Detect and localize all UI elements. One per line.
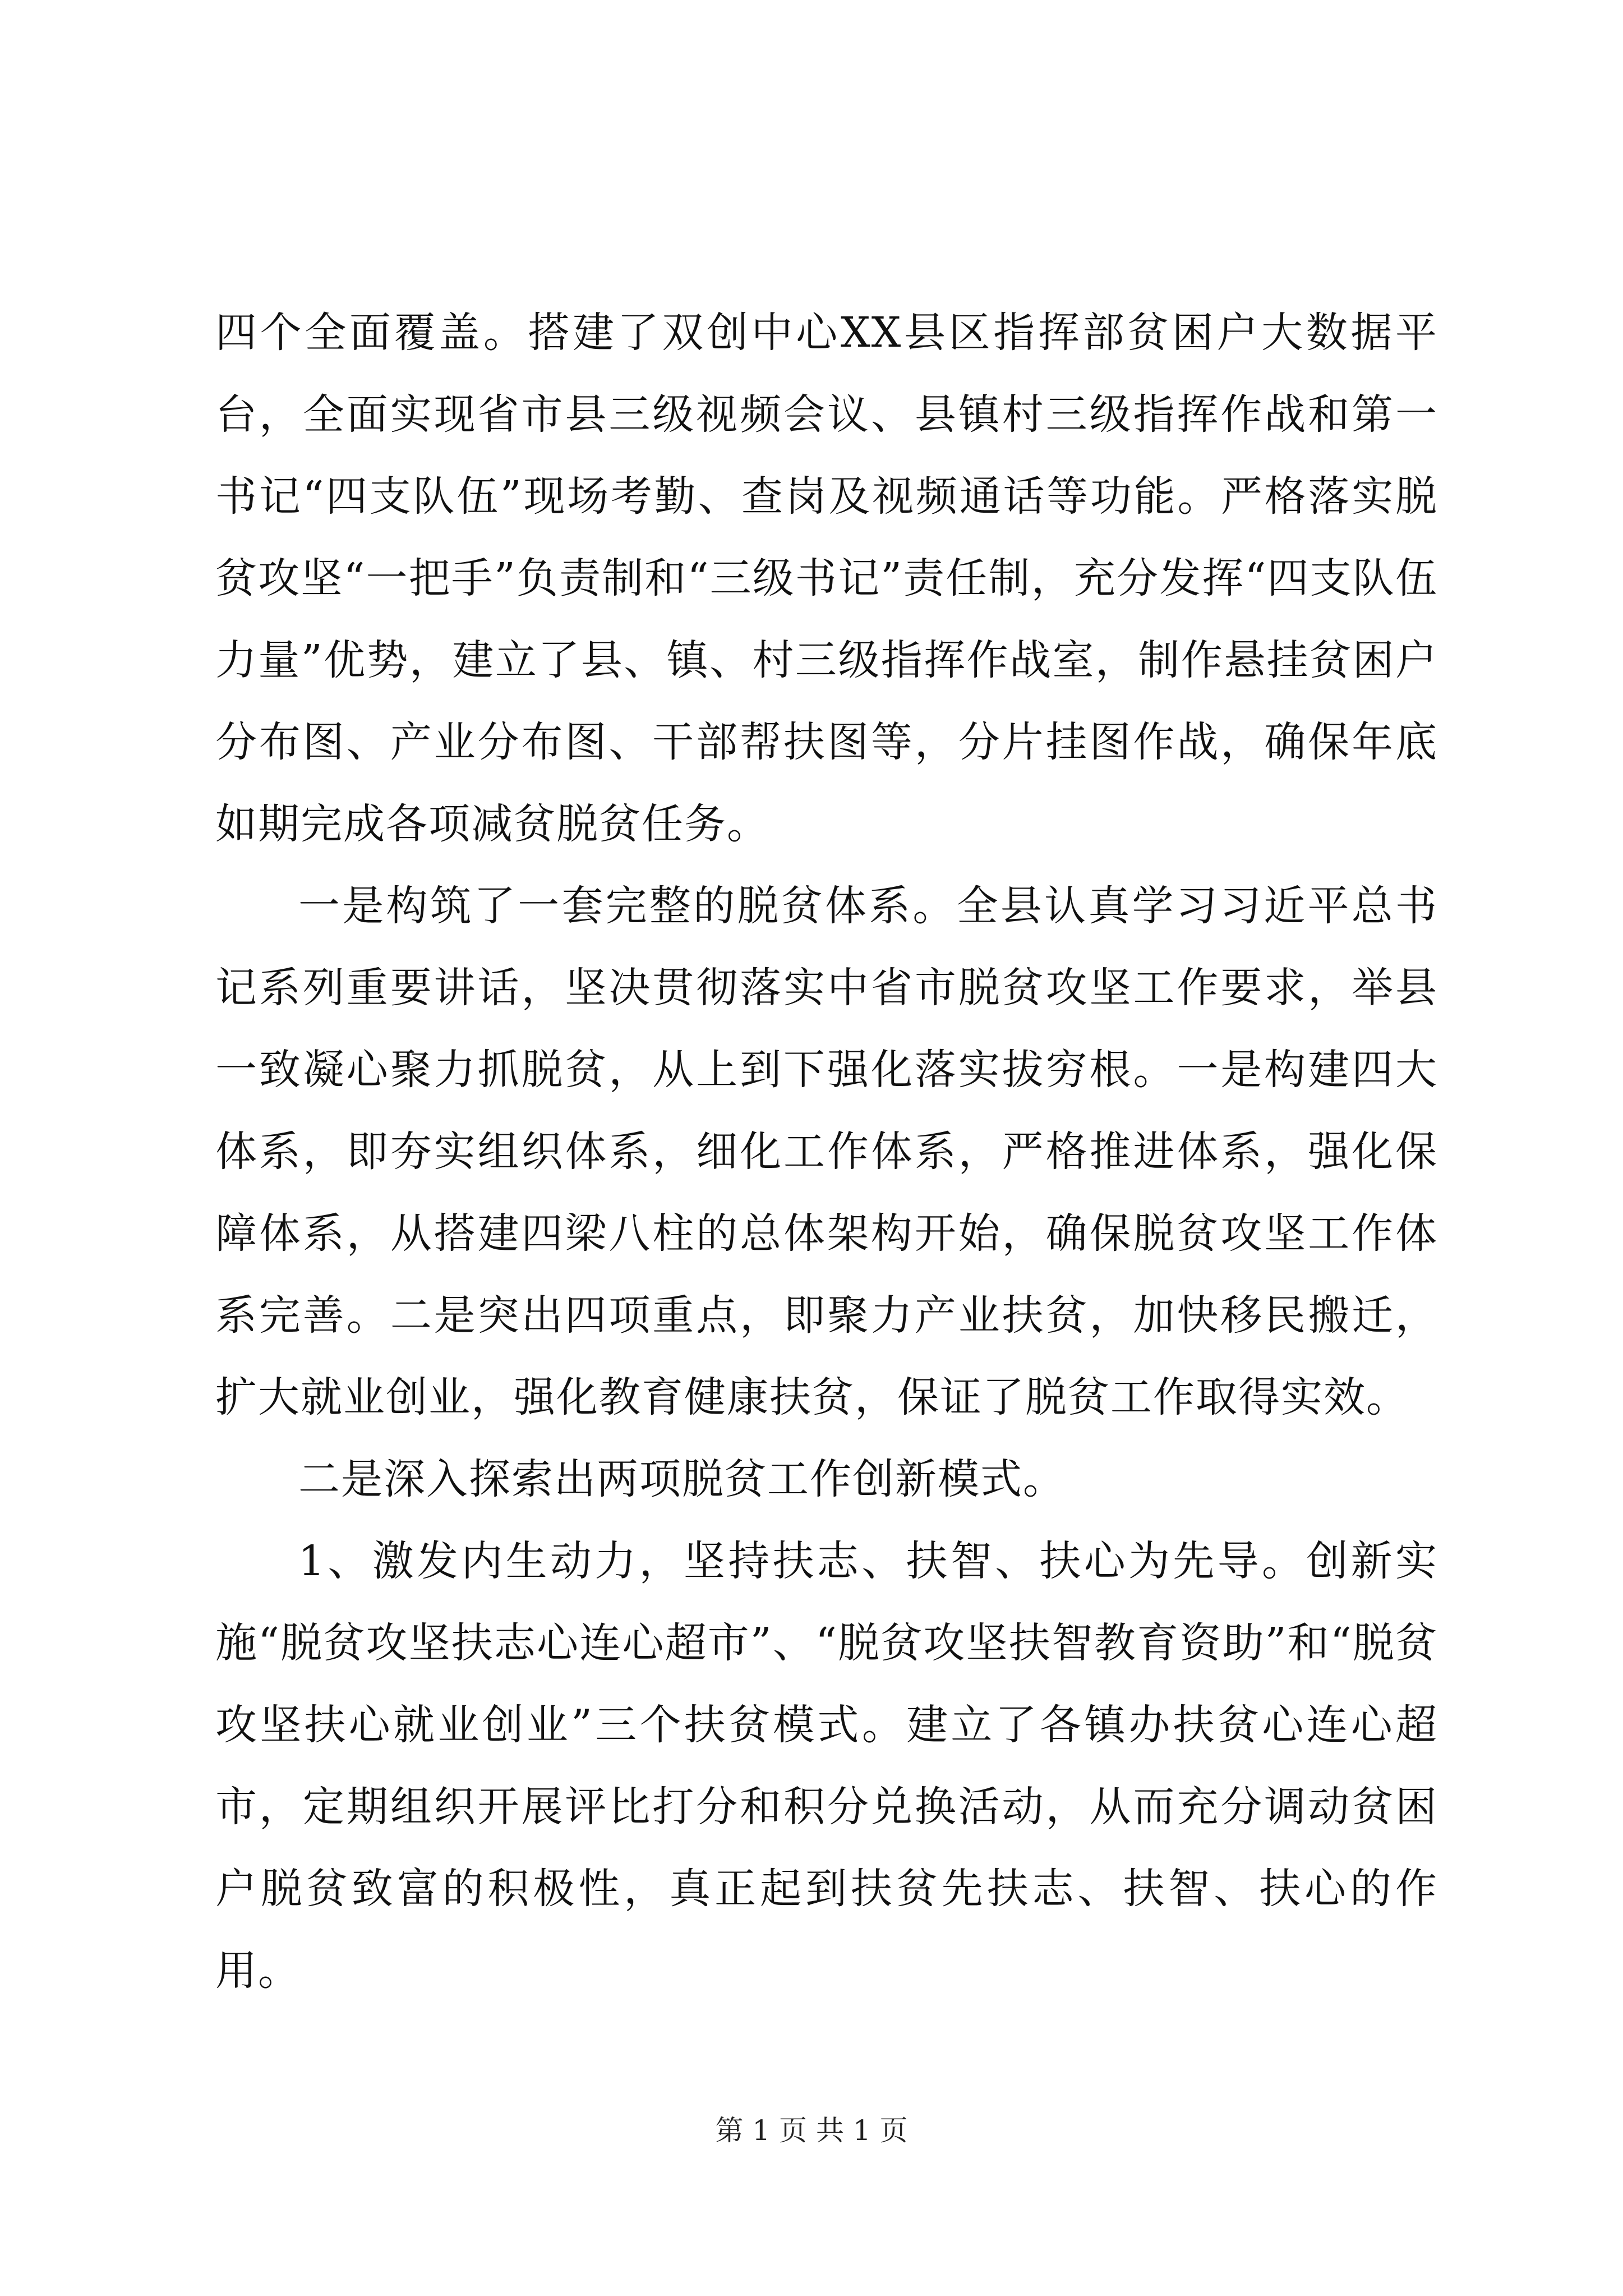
- paragraph-continuation: 四个全面覆盖。搭建了双创中心XX县区指挥部贫困户大数据平台，全面实现省市县三级视频会议、县镇村三级指挥作战和第一书记“四支队伍”现场考勤、查岗及视频通话等功能。严格落实脱贫攻坚“一把手”负责制和“三级书记”责任制，充分发挥“四支队伍力量”优势，建立了县、镇、村三级指挥作战室，制作悬挂贫困户分布图、产业分布图、干部帮扶图等，分片挂图作战，确保年底如期完成各项减贫脱贫任务。: [215, 309, 1438, 848]
- paragraph-internal-motivation: 1、激发内生动力，坚持扶志、扶智、扶心为先导。创新实施“脱贫攻坚扶志心连心超市”、“脱贫攻坚扶智教育资助”和“脱贫攻坚扶心就业创业”三个扶贫模式。建立了各镇办扶贫心连心超市，定期组织开展评比打分和积分兑换活动，从而充分调动贫困户脱贫致富的积极性，真正起到扶贫先扶志、扶智、扶心的作用。: [215, 1537, 1438, 1995]
- paragraph-innovation-models: 二是深入探索出两项脱贫工作创新模式。: [298, 1455, 1066, 1503]
- paragraph-poverty-system: 一是构筑了一套完整的脱贫体系。全县认真学习习近平总书记系列重要讲话，坚决贯彻落实中省市脱贫攻坚工作要求，举县一致凝心聚力抓脱贫，从上到下强化落实拔穷根。一是构建四大体系，即夯实组织体系，细化工作体系，严格推进体系，强化保障体系，从搭建四梁八柱的总体架构开始，确保脱贫攻坚工作体系完善。二是突出四项重点，即聚力产业扶贫，加快移民搬迁，扩大就业创业，强化教育健康扶贫，保证了脱贫工作取得实效。: [215, 882, 1438, 1421]
- page-footer: 第 1 页 共 1 页: [715, 2114, 908, 2147]
- document-body: [215, 292, 1438, 2012]
